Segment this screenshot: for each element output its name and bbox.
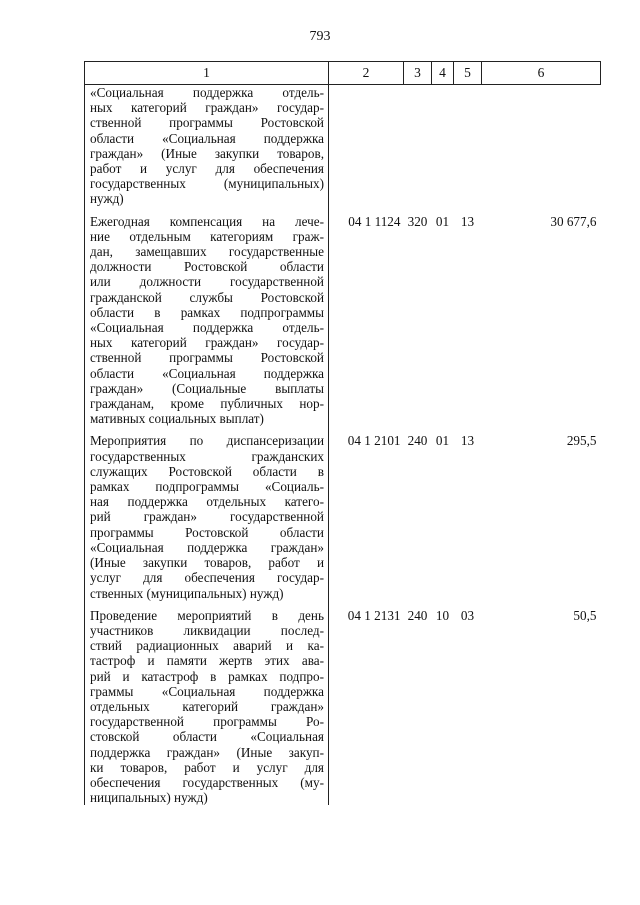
description-line: дан, замещавших государственные	[90, 244, 324, 260]
target-code-cell	[329, 85, 404, 207]
description-line: «Социальная поддержка граждан»	[90, 539, 324, 555]
expense-type-cell: 240	[407, 607, 428, 623]
description-line: ных категорий граждан» государ-	[90, 100, 324, 116]
description-line: гражданской службы Ростовской	[90, 289, 324, 305]
section-cell	[432, 85, 454, 207]
table-row	[85, 601, 601, 806]
subsection-cell: 03	[460, 607, 475, 623]
table-row	[85, 85, 601, 207]
description-line: граждан» (Социальные выплаты	[90, 380, 324, 396]
target-code-cell: 04 1 2101	[347, 433, 401, 449]
description-line: ных категорий граждан» государ-	[90, 335, 324, 351]
column-header-3: 3	[404, 62, 432, 85]
description-line: Ежегодная компенсация на лече-	[90, 213, 324, 229]
description-line: отдельных категорий граждан»	[90, 698, 324, 714]
description-line: граммы «Социальная поддержка	[90, 683, 324, 699]
description-line: государственных (муниципальных)	[90, 176, 324, 192]
description-line: рамках подпрограммы «Социаль-	[90, 479, 324, 495]
description-line: (Иные закупки товаров, работ и	[90, 555, 324, 571]
description-line: ние отдельным категориям граж-	[90, 228, 324, 244]
description-line: обеспечения государственных (му-	[90, 774, 324, 790]
description-line: государственной программы Ро-	[90, 714, 324, 730]
amount-cell: 50,5	[573, 607, 597, 623]
expense-type-cell: 240	[407, 433, 428, 449]
column-header-1: 1	[85, 62, 329, 85]
description-line: граждан» (Иные закупки товаров,	[90, 145, 324, 161]
expense-type-cell	[404, 85, 432, 207]
description-line: ниципальных) нужд)	[90, 790, 208, 806]
description-line: стовской области «Социальная	[90, 729, 324, 745]
column-header-6: 6	[482, 62, 601, 85]
target-code-cell: 04 1 1124	[348, 213, 401, 229]
description-line: мативных социальных выплат)	[90, 411, 264, 427]
table-row	[85, 207, 601, 427]
expense-description	[85, 426, 329, 600]
table-body	[85, 85, 601, 806]
target-code-cell: 04 1 2131	[347, 607, 401, 623]
subsection-cell: 13	[460, 433, 475, 449]
subsection-cell: 13	[460, 213, 475, 229]
description-line: поддержка граждан» (Иные закуп-	[90, 744, 324, 760]
page-number: 793	[309, 29, 331, 44]
description-line: ственной программы Ростовской	[90, 115, 324, 131]
description-line: услуг для обеспечения государ-	[90, 570, 324, 586]
description-line: участников ликвидации послед-	[90, 622, 324, 638]
table-header-row	[85, 62, 601, 85]
expense-description	[85, 85, 329, 207]
description-line: ственных (муниципальных) нужд)	[90, 585, 284, 601]
description-line: работ и услуг для обеспечения	[90, 161, 324, 177]
budget-table	[84, 61, 601, 805]
description-line: области «Социальная поддержка	[90, 130, 324, 146]
description-line: «Социальная поддержка отдель-	[90, 320, 324, 336]
expense-type-cell: 320	[407, 213, 428, 229]
amount-cell: 30 677,6	[550, 213, 597, 229]
column-header-2: 2	[329, 62, 404, 85]
amount-cell	[482, 85, 601, 207]
description-line: ствий радиационных аварий и ка-	[90, 638, 324, 654]
description-line: ственной программы Ростовской	[90, 350, 324, 366]
column-header-4: 4	[432, 62, 454, 85]
description-line: должности Ростовской области	[90, 259, 324, 275]
description-line: государственных гражданских	[90, 448, 324, 464]
description-line: рий и катастроф в рамках подпро-	[90, 668, 324, 684]
column-header-5: 5	[454, 62, 482, 85]
expense-description	[85, 207, 329, 427]
description-line: Проведение мероприятий в день	[90, 607, 324, 623]
description-line: нужд)	[90, 191, 124, 207]
description-line: служащих Ростовской области в	[90, 463, 324, 479]
description-line: ки товаров, работ и услуг для	[90, 759, 324, 775]
section-cell: 10	[435, 607, 450, 623]
description-line: области в рамках подпрограммы	[90, 304, 324, 320]
description-line: программы Ростовской области	[90, 524, 324, 540]
section-cell: 01	[435, 433, 450, 449]
description-line: рий граждан» государственной	[90, 509, 324, 525]
table-row	[85, 426, 601, 600]
description-line: ная поддержка отдельных катего-	[90, 494, 324, 510]
subsection-cell	[454, 85, 482, 207]
description-line: области «Социальная поддержка	[90, 365, 324, 381]
description-line: или должности государственной	[90, 274, 324, 290]
expense-description	[85, 601, 329, 806]
description-line: тастроф и памяти жертв этих ава-	[90, 653, 324, 669]
description-line: Мероприятия по диспансеризации	[90, 433, 324, 449]
amount-cell: 295,5	[566, 433, 597, 449]
description-line: гражданам, кроме публичных нор-	[90, 396, 324, 412]
section-cell: 01	[435, 213, 450, 229]
description-line: «Социальная поддержка отдель-	[90, 85, 324, 100]
